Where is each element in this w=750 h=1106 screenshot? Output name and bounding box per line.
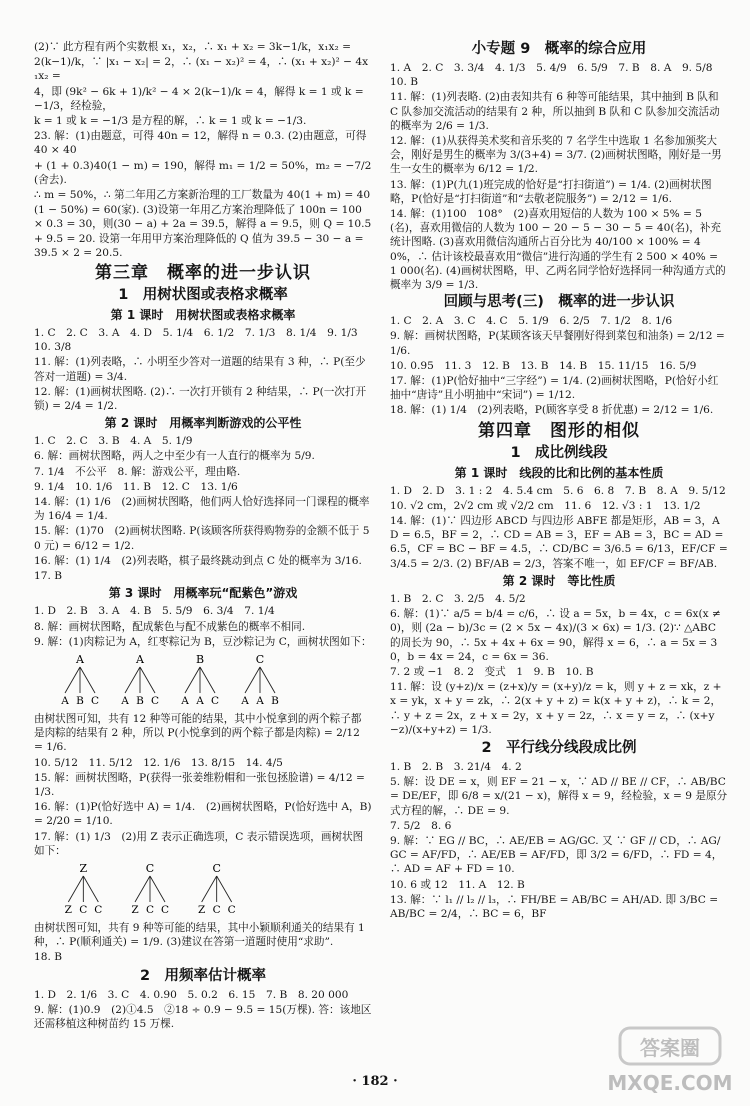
tree-leaf-label: Z [198,903,206,916]
answer-line: 9. 解：画树状图略，P(某顾客该天早餐刚好得到菜包和油条) = 2/12 = 1/6. [390,330,725,357]
answer-line: 由树状图可知，共有 9 种等可能的结果，其中小颖顺利通关的结果有 1 种，∴ P(顺利通关) = 1/9. (3)建议在答第一道题时使用“求助”. [34,921,365,949]
answer-line: + (1 + 0.3)40(1 − m) = 190，解得 m₁ = 1/2 = 50%，m₂ = −7/2 (舍去). [34,159,372,186]
answer-line: 16. 解：(1) 1/4 (2)列表略，棋子最终跳动到点 C 处的概率为 3/16. [34,554,362,567]
answer-line: 18. B [34,951,62,964]
tree-leaf-label: C [210,694,220,707]
tree-leaf-label: A [241,694,249,707]
tree-branch [150,876,165,902]
answer-line: 7. 5/2 8. 6 [390,819,452,832]
answer-line: 1. C 2. A 3. C 4. C 5. 1/9 6. 2/5 7. 1/2 8. 1/6 [390,315,673,328]
tree-branch [80,667,95,693]
answer-line: 16. 解：(1)P(恰好选中 A) = 1/4. (2)画树状图略，P(恰好选中 A，B) = 2/20 = 1/10. [34,801,372,828]
answer-line: 6. 解：(1)∵ a/5 = b/4 = c/6，∴ 设 a = 5x，b = 4x，c = 6x(x ≠ 0)，则 (2a − b)/3c = (2 × 5x − 4x)/(3 × 6x) = 1/3. (2)∵ △ABC 的周长为 90，∴ 5x + 4x + 6x = 90，解得 x = 6，∴ a = 5x = 30，b = 4x = 24，c = 6x = 36. [390,608,721,663]
answer-line: 9. 解：∵ EG // BC，∴ AE/EB = AG/GC. 又 ∵ GF // CD，∴ AG/GC = AF/FD，∴ AE/EB = AF/FD，即 3/2 = 6/FD，∴ FD = 4，∴ AD = AF + FD = 10. [390,834,723,876]
answer-line: 9. 1/4 10. 1/6 11. B 12. C 13. 1/6 [34,480,238,493]
tree-diagram-zongzi [50,651,290,709]
answer-line: 13. 解：(1)P(九(1)班完成的恰好是“打扫街道”) = 1/4. (2)画树状图略，P(恰好是“打扫街道”和“去敬老院服务”) = 2/12 = 1/6. [390,178,712,205]
answer-line: 17. 解：(1) 1/3 (2)用 Z 表示正确选项，C 表示错误选项，画树状图如下： [34,830,364,857]
chapter-heading: 第四章 图形的相似 [478,420,640,441]
tree-leaf-label: C [94,903,103,916]
tree-root-label: A [136,652,144,666]
topic-heading: 回顾与思考(三) 概率的进一步认识 [443,294,675,311]
tree-branch [65,667,80,693]
section-heading: 1 用树状图或表格求概率 [118,287,288,304]
answer-line: 14. 解：(1) 1/6 (2)画树状图略，他们两人恰好选择同一门课程的概率为 16/4 = 1/4. [34,496,370,523]
tree-leaf-label: A [196,694,204,707]
answer-line: 5. 解：设 DE = x，则 EF = 21 − x，∵ AD // BE // CF，∴ AB/BC = DE/EF，即 6/8 = x/(21 − x)，解得 x = 9，经检验，x = 9 是原分式方程的解，∴ DE = 9. [390,776,728,817]
lesson-heading: 第 1 课时 用树状图或表格求概率 [110,308,296,323]
tree-root-label: B [195,652,205,666]
tree-leaf-label: C [150,694,160,707]
tree-branch [125,667,140,693]
left-column [34,40,372,1032]
answer-line: 1. D 2. D 3. 1 : 2 4. 5.4 cm 5. 6 6. 8 7. B 8. A 9. 5/12 [390,484,726,497]
tree-leaf-label: C [90,694,100,707]
answer-line: 13. 解：∵ l₁ // l₂ // l₃，∴ FH/BE = AB/BC = AH/AD. 即 3/BC = AB/BC = 2/4，∴ BC = 6，BF [390,893,719,920]
answer-line: 9. 解：(1)0.9 (2)①4.5 ②18 ÷ 0.9 − 9.5 = 15(万棵). 答：该地区还需移植这种树苗约 15 万棵. [34,1003,372,1030]
answer-line: 10. √2 cm，2√2 cm 或 √2/2 cm 11. 6 12. √3 : 1 13. 1/2 [390,499,701,512]
answer-line: 1. C 2. C 3. B 4. A 5. 1/9 [34,435,193,448]
tree-leaf-label: C [227,903,236,916]
answer-line: 18. 解：(1) 1/4 (2)列表略，P(顾客享受 8 折优惠) = 2/12 = 1/6. [390,404,714,417]
answer-line: 1. C 2. C 3. A 4. D 5. 1/4 6. 1/2 7. 1/3 8. 1/4 9. 1/3 10. 3/8 [34,327,369,354]
tree-leaf-label: C [212,903,221,916]
tree-leaf-label: A [61,694,69,707]
tree-leaf-label: C [79,903,88,916]
answer-line: 12. 解：(1)画树状图略. (2)∴ 一次打开锁有 2 种结果，∴ P(一次打开锁) = 2/4 = 1/2. [34,385,367,413]
tree-branch [245,667,260,693]
tree-branch [68,876,83,902]
answer-line: 由树状图可知，共有 12 种等可能的结果，其中小悦拿到的两个粽子都是肉粽的结果有 2 种，所以 P(小悦拿到的两个粽子都是肉粽) = 2/12 = 1/6. [34,712,362,754]
answer-line: 14. 解：(1)100 108° (2)喜欢用短信的人数为 100 × 5% = 5(名)，喜欢用微信的人数为 100 − 20 − 5 − 30 − 5 = 40(名)，补充统计图略. (3)喜欢用微信沟通所占百分比为 40/100 × 100% = 40%，∴ 估计该校最喜欢用“微信”进行沟通的学生有 2 500 × 40% = 1 000(名). (4)画树状图略，甲、乙两名同学恰好选择同一种沟通方式的概率为 3/9 = 1/3. [390,208,726,292]
watermark-text: 答案圈 [640,1036,700,1060]
tree-leaf-label: A [256,694,264,707]
tree-leaf-label: Z [64,903,72,916]
answer-line: 2(k−1)/k，∵ |x₁ − x₂| = 2，∴ (x₁ − x₂)² = 4，∴ (x₁ + x₂)² − 4x₁x₂ = [34,56,369,83]
topic-heading: 小专题 9 概率的综合应用 [471,41,647,57]
lesson-heading: 第 1 课时 线段的比和比例的基本性质 [454,465,664,480]
tree-leaf-label: A [121,694,129,707]
answer-line: 1. D 2. 1/6 3. C 4. 0.90 5. 0.2 6. 15 7. B 8. 20 000 [34,988,349,1001]
answer-line: 4，即 (9k² − 6k + 1)/k² − 4 × 2(k−1)/k = 4，解得 k = 1 或 k = −1/3，经检验， [34,85,364,112]
tree-leaf-label: B [136,694,144,707]
answer-line: 14. 解：(1)∵ 四边形 ABCD 与四边形 ABFE 都是矩形，AB = 3，AD = 6.5，BF = 2，∴ CD = AB = 3，EF = AB = 3，BC = AD = 6.5，CF = BC − BF = 4.5，∴ CD/BC = 3/6.5 = 6/13，EF/CF = 3/4.5 = 2/3. (2) BF/AB = 2/3，答案不唯一，如 EF/CF = BF/AB. [390,515,728,570]
tree-diagram-quiz [50,860,250,918]
answer-line: (2)∵ 此方程有两个实数根 x₁，x₂，∴ x₁ + x₂ = 3k−1/k，x₁x₂ = [34,41,351,53]
lesson-heading: 第 2 课时 用概率判断游戏的公平性 [104,416,302,431]
tree-leaf-label: C [160,903,170,916]
tree-branch [135,876,150,902]
right-column [390,40,728,922]
tree-branch [260,667,275,693]
tree-branch [185,667,200,693]
answer-line: 23. 解：(1)由题意，可得 40n = 12，解得 n = 0.3. (2)由题意，可得 40 × 40 [34,130,367,157]
tree-root-label: A [76,652,84,666]
answer-line: 1. D 2. B 3. A 4. B 5. 5/9 6. 3/4 7. 1/4 [34,605,275,618]
answer-line: 1. A 2. C 3. 3/4 4. 1/3 5. 4/9 6. 5/9 7. B 8. A 9. 5/8 10. B [390,62,724,89]
tree-leaf-label: C [145,903,155,916]
tree-branch [217,876,232,902]
section-heading: 2 平行线分线段成比例 [481,739,637,756]
answer-line: (1 − 50%) = 60(家). (3)设第一年用乙方案治理降低了 100n = 100 × 0.3 = 30，则(30 − a) + 2a = 39.5，解得 a = 9.5，则 Q = 10.5 + 9.5 = 20. 设第一年用甲方案治理降低的 Q 值为 39.5 − 30 − a = 39.5 × 2 = 20.5. [34,204,372,259]
answer-line: 10. 5/12 11. 5/12 12. 1/6 13. 8/15 14. 4/5 [34,756,283,769]
tree-leaf-label: A [181,694,189,707]
answer-line: 8. 解：画树状图略，配成紫色与配不成紫色的概率不相同. [34,620,306,633]
answer-line: 6. 解：画树状图略，两人之中至少有一人直行的概率为 5/9. [34,450,315,463]
answer-line: 7. 2 或 −1 8. 2 变式 1 9. B 10. B [390,665,594,678]
tree-root-label: Z [79,861,88,875]
chapter-heading: 第三章 概率的进一步认识 [95,263,311,284]
tree-branch [202,876,217,902]
answer-line: 1. B 2. B 3. 21/4 4. 2 [390,760,522,773]
tree-branch [83,876,98,902]
answer-line: 7. 1/4 不公平 8. 解：游戏公平，理由略. [34,465,241,478]
answer-line: 17. 解：(1)P(恰好抽中“三字经”) = 1/4. (2)画树状图略，P(恰好小红抽中“唐诗”且小明抽中“宋词”) = 1/12. [390,375,719,402]
tree-leaf-label: B [76,694,84,707]
page-number: · 182 · [352,1074,398,1089]
answer-line: 12. 解：(1)从获得美术奖和音乐奖的 7 名学生中选取 1 名参加颁奖大会，刚好是男生的概率为 3/(3+4) = 3/7. (2)画树状图略，刚好是一男生一女生的概率为 6/12 = 1/2. [390,135,722,176]
answer-line: 11. 解：设 (y+z)/x = (z+x)/y = (x+y)/z = k，则 y + z = xk，z + x = yk，x + y = zk，∴ 2(x + y + z) = k(x + y + z)，∴ k = 2，∴ y + z = 2x，z + x = 2y，x + y = 2z，∴ x = y = z，∴ (x+y−z)/(x+y+z) = 1/3. [390,681,722,736]
watermark-logo [590,1020,740,1100]
answer-line: 15. 解：画树状图略，P(获得一张姜维粉帽和一张包拯脸谱) = 4/12 = 1/3. [34,771,365,798]
tree-leaf-label: Z [131,903,139,916]
tree-leaf-label: B [271,694,279,707]
lesson-heading: 第 2 课时 等比性质 [502,573,616,588]
answer-line: ∴ m = 50%，∴ 第二年用乙方案新治理的工厂数量为 40(1 + m) = 40 [34,189,371,202]
section-heading: 1 成比例线段 [510,444,608,461]
answer-line: 15. 解：(1)70 (2)画树状图略. P(该顾客所获得购物券的金额不低于 50 元) = 6/12 = 1/2. [34,525,370,552]
section-heading: 2 用频率估计概率 [139,967,267,984]
tree-root-label: C [145,861,155,875]
tree-root-label: C [212,861,221,875]
answer-line: k = 1 或 k = −1/3 是方程的解，∴ k = 1 或 k = −1/3. [34,115,307,128]
answer-line: 9. 解：(1)肉粽记为 A，红枣粽记为 B，豆沙粽记为 C，画树状图如下： [34,635,372,648]
tree-branch [200,667,215,693]
tree-root-label: C [255,652,265,666]
answer-line: 11. 解：(1)列表略，∴ 小明至少答对一道题的结果有 3 种，∴ P(至少答对一道题) = 3/4. [34,356,366,383]
tree-branch [140,667,155,693]
answer-line: 11. 解：(1)列表略. (2)由表知共有 6 种等可能结果，其中抽到 B 队和 C 队参加交流活动的结果有 2 种，所以抽到 B 队和 C 队参加交流活动的概率为 2/6 = 1/3. [390,91,720,132]
watermark-url: MXQE.COM [607,1071,733,1095]
answer-line: 1. B 2. C 3. 2/5 4. 5/2 [390,592,526,605]
answer-line: 17. B [34,570,62,583]
answer-line: 10. 0.95 11. 3 12. B 13. B 14. B 15. 11/15 16. 5/9 [390,359,697,372]
lesson-heading: 第 3 课时 用概率玩“配紫色”游戏 [108,586,298,601]
answer-line: 10. 6 或 12 11. A 12. B [390,878,525,891]
